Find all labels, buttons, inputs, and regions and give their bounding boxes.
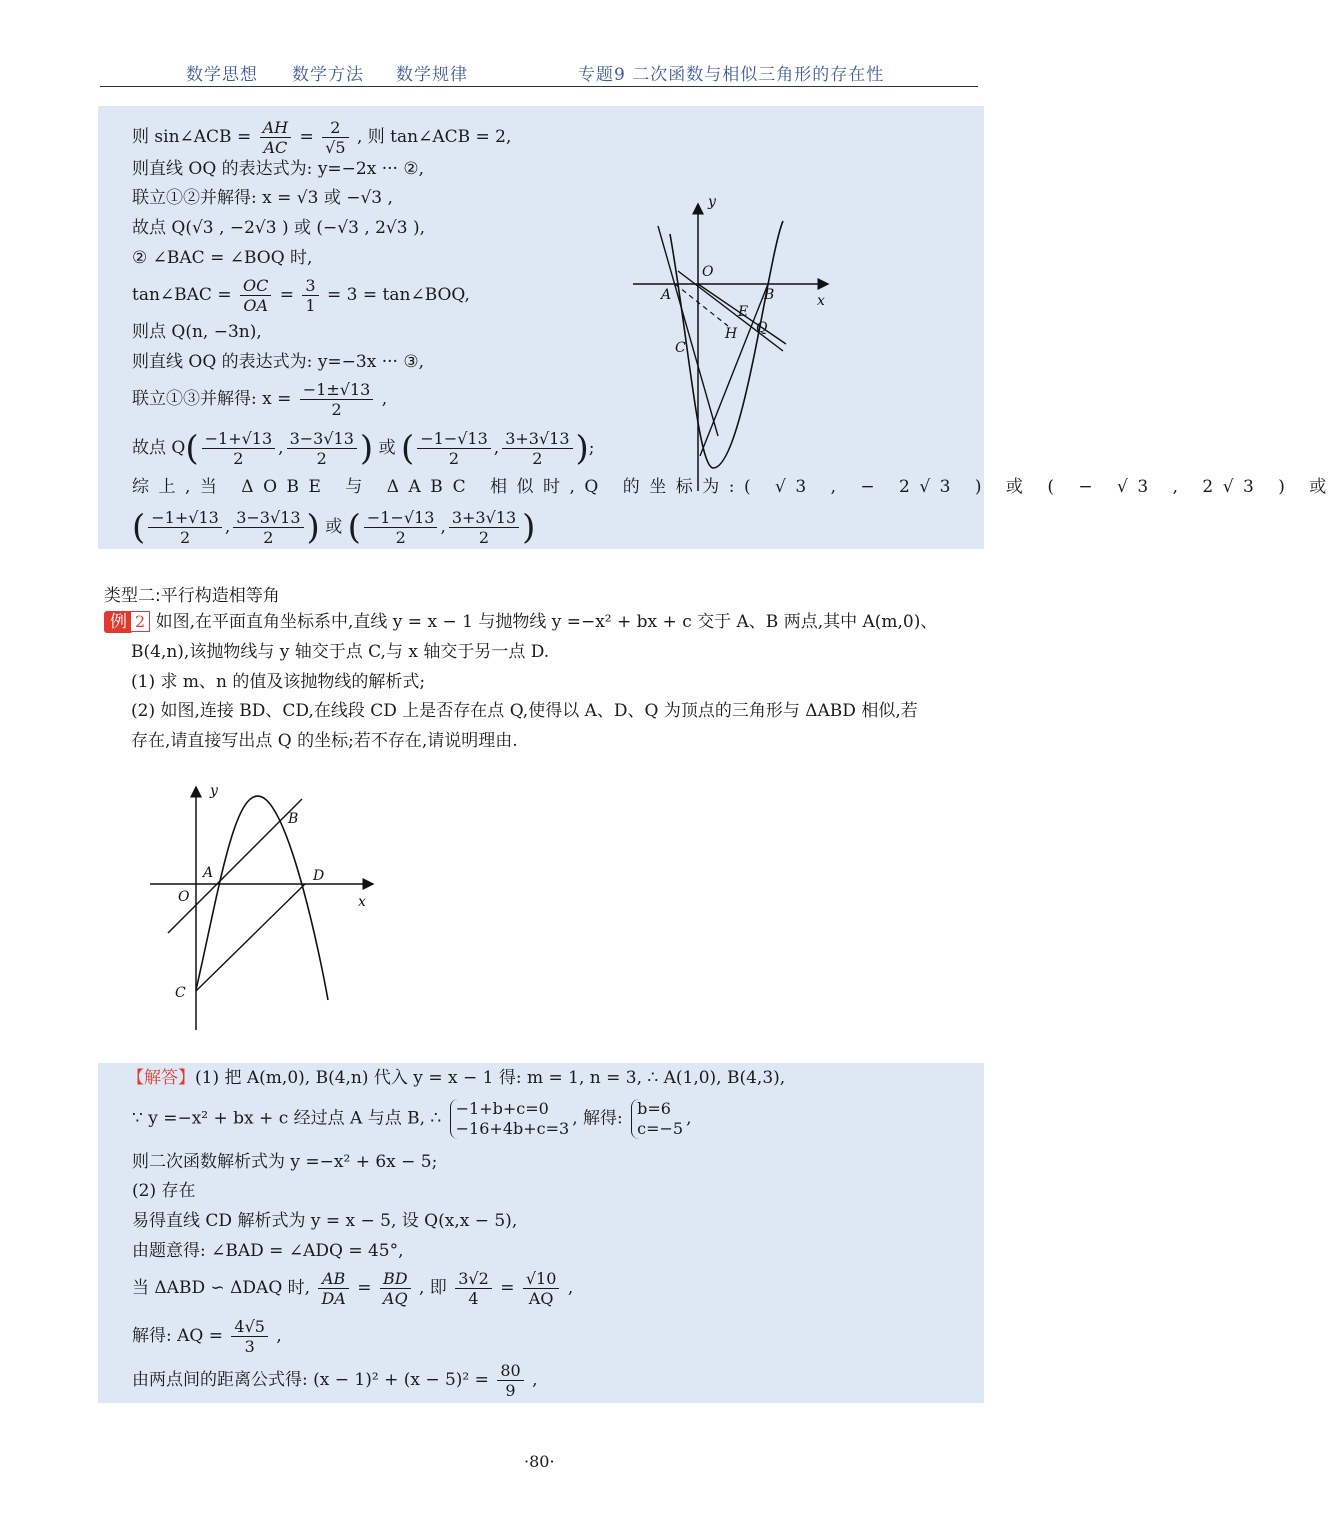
- fraction: $\frac{√10}{AQ}$: [523, 1269, 560, 1308]
- fraction: $\frac{AH}{AC}$: [260, 118, 292, 157]
- label-a: A: [661, 287, 672, 303]
- text: =: [500, 1278, 520, 1298]
- fraction: $\frac{4√5}{3}$: [231, 1317, 268, 1356]
- fraction: $\frac{3-3√13}{2}$: [287, 429, 357, 468]
- text: 或: [378, 438, 396, 458]
- header-method-3: 数学规律: [396, 65, 468, 85]
- sol2-line-3: 则二次函数解析式为 y =−x² + 6x − 5;: [132, 1152, 438, 1172]
- fraction: $\frac{-1-√13}{2}$: [364, 508, 438, 547]
- label-b: B: [764, 287, 775, 303]
- text: =: [357, 1278, 377, 1298]
- fraction: $\frac{-1-√13}{2}$: [417, 429, 491, 468]
- text: ,: [686, 1108, 692, 1129]
- label-c: C: [675, 340, 686, 356]
- example-line-4: (2) 如图,连接 BD、CD,在线段 CD 上是否存在点 Q,使得以 A、D、Q 为顶点的三角形与 ΔABD 相似,若: [131, 701, 918, 721]
- sol1-line-9: [132, 380, 387, 419]
- text: ,: [567, 1278, 574, 1298]
- label-e: E: [738, 304, 749, 320]
- sol2-line-6: 由题意得: ∠BAD = ∠ADQ = 45°,: [132, 1241, 404, 1261]
- text: ;: [588, 438, 595, 458]
- header-divider: [100, 86, 978, 87]
- section-title-type2: 类型二:平行构造相等角: [104, 586, 280, 606]
- sol1-line-7: 则点 Q(n, −3n),: [132, 322, 262, 342]
- text: 解得: AQ =: [132, 1326, 229, 1346]
- figure-parabola-abdc: [140, 775, 390, 1035]
- text: =: [299, 127, 320, 147]
- label-o: O: [178, 889, 190, 905]
- text: 联立①③并解得: x =: [132, 389, 297, 409]
- fraction: $\frac{3}{1}$: [302, 276, 318, 315]
- parabola-curve: [670, 221, 783, 468]
- text: , 即: [419, 1278, 447, 1298]
- label-d: D: [313, 868, 325, 884]
- sol1-line-10: 故点 Q( $\frac{-1+√13}{2}$ , $\frac{3-3√13}{2}$ ) 或 ( $\frac{-1-√13}{2}$ , $\frac{3+3√13}{2}$ );: [132, 428, 595, 469]
- sol2-line-4: (2) 存在: [132, 1181, 196, 1201]
- line-cd: [196, 884, 305, 991]
- sol1-line-2: 则直线 OQ 的表达式为: y=−2x ··· ②,: [132, 159, 424, 179]
- example-line-1: [104, 611, 937, 633]
- fraction: $\frac{-1+√13}{2}$: [202, 429, 276, 468]
- sol1-line-11: 综上,当 ΔOBE 与 ΔABC 相似时,Q 的坐标为:( √3 , − 2√3 ) 或 ( − √3 , 2√3 ) 或: [132, 477, 1336, 497]
- label-x: x: [358, 894, 366, 910]
- label-b: B: [288, 811, 299, 827]
- fraction: $\frac{-1+√13}{2}$: [148, 508, 222, 547]
- text: ,: [532, 1370, 538, 1390]
- text: ,: [276, 1326, 282, 1346]
- fraction: $\frac{2}{√5}$: [322, 118, 348, 157]
- sol2-line-1: [127, 1067, 785, 1089]
- answer-tag: 【解答】: [127, 1068, 195, 1088]
- sol2-line-7: [132, 1269, 573, 1308]
- solution-panel-1: [98, 106, 1336, 549]
- text: 则 sin∠ACB =: [132, 127, 257, 147]
- sol1-line-5: ② ∠BAC = ∠BOQ 时,: [132, 248, 313, 268]
- label-o: O: [702, 264, 714, 280]
- fraction: $\frac{3+3√13}{2}$: [502, 429, 572, 468]
- text: , 则 tan∠ACB = 2,: [356, 127, 512, 147]
- example-badge: 例: [104, 611, 133, 633]
- label-h: H: [725, 326, 738, 342]
- fraction: $\frac{-1\pm√13}{2}$: [300, 380, 374, 419]
- text: tan∠BAC =: [132, 285, 237, 305]
- text: ,: [381, 389, 388, 409]
- page-number: ·80·: [524, 1452, 555, 1471]
- line-oq: [658, 226, 718, 436]
- fraction: $\frac{3-3√13}{2}$: [233, 508, 303, 547]
- example-line-5: 存在,请直接写出点 Q 的坐标;若不存在,请说明理由.: [131, 731, 518, 751]
- header-method-2: 数学方法: [292, 65, 364, 85]
- text: 由两点间的距离公式得: (x − 1)² + (x − 5)² =: [132, 1370, 495, 1390]
- label-y: y: [210, 783, 218, 799]
- sol1-line-1: [132, 118, 511, 157]
- fraction: $\frac{AB}{DA}$: [318, 1269, 348, 1308]
- example-line-2: B(4,n),该抛物线与 y 轴交于点 C,与 x 轴交于另一点 D.: [131, 642, 550, 662]
- figure-parabola-qhe: [628, 186, 938, 506]
- sol1-line-3: 联立①②并解得: x = √3 或 −√3 ,: [132, 188, 393, 208]
- sol2-line-5: 易得直线 CD 解析式为 y = x − 5, 设 Q(x,x − 5),: [132, 1211, 518, 1231]
- header-method-1: 数学思想: [186, 65, 258, 85]
- fraction: $\frac{3+3√13}{2}$: [449, 508, 519, 547]
- fraction: $\frac{BD}{AQ}$: [380, 1269, 411, 1308]
- text: 或: [325, 517, 343, 537]
- label-y: y: [708, 194, 716, 210]
- line-ab: [168, 799, 302, 933]
- text: 当 ΔABD ∽ ΔDAQ 时,: [132, 1278, 311, 1298]
- sol1-line-6: [132, 276, 470, 315]
- sol2-line-9: [132, 1361, 537, 1400]
- line-bc: [700, 284, 768, 456]
- text: =: [279, 285, 300, 305]
- sol2-line-2: [132, 1099, 692, 1139]
- fraction: $\frac{OC}{OA}$: [240, 276, 271, 315]
- label-a: A: [203, 865, 214, 881]
- label-q: Q: [756, 320, 768, 336]
- text: 如图,在平面直角坐标系中,直线 y = x − 1 与抛物线 y =−x² + bx + c 交于 A、B 两点,其中 A(m,0)、: [155, 612, 938, 632]
- example-line-3: (1) 求 m、n 的值及该抛物线的解析式;: [131, 672, 426, 692]
- text: 故点 Q: [132, 438, 186, 458]
- fraction: $\frac{80}{9}$: [497, 1361, 523, 1400]
- text: (1) 把 A(m,0), B(4,n) 代入 y = x − 1 得: m = 1, n = 3, ∴ A(1,0), B(4,3),: [195, 1068, 786, 1088]
- label-c: C: [175, 985, 186, 1001]
- header-topic-title: 专题9 二次函数与相似三角形的存在性: [578, 65, 885, 85]
- sol1-line-4: 故点 Q(√3 , −2√3 ) 或 (−√3 , 2√3 ),: [132, 218, 426, 238]
- example-number: 2: [130, 611, 150, 632]
- equation-system-1: −1+b+c=0 −16+4b+c=3: [450, 1099, 570, 1139]
- text: ∵ y =−x² + bx + c 经过点 A 与点 B, ∴: [132, 1108, 442, 1129]
- solution-panel-2: [98, 1063, 984, 1403]
- sol1-line-8: 则直线 OQ 的表达式为: y=−3x ··· ③,: [132, 352, 424, 372]
- text: , 解得:: [572, 1108, 623, 1129]
- text: = 3 = tan∠BOQ,: [327, 285, 470, 305]
- label-x: x: [817, 293, 825, 309]
- parabola-curve: [196, 796, 328, 1000]
- equation-system-2: b=6 c=−5: [631, 1099, 683, 1139]
- sol2-line-8: [132, 1317, 282, 1356]
- fraction: $\frac{3√2}{4}$: [455, 1269, 492, 1308]
- sol1-line-12: ( $\frac{-1+√13}{2}$ , $\frac{3-3√13}{2}$ ) 或 ( $\frac{-1-√13}{2}$ , $\frac{3+3√13}{2}$ ): [132, 507, 536, 548]
